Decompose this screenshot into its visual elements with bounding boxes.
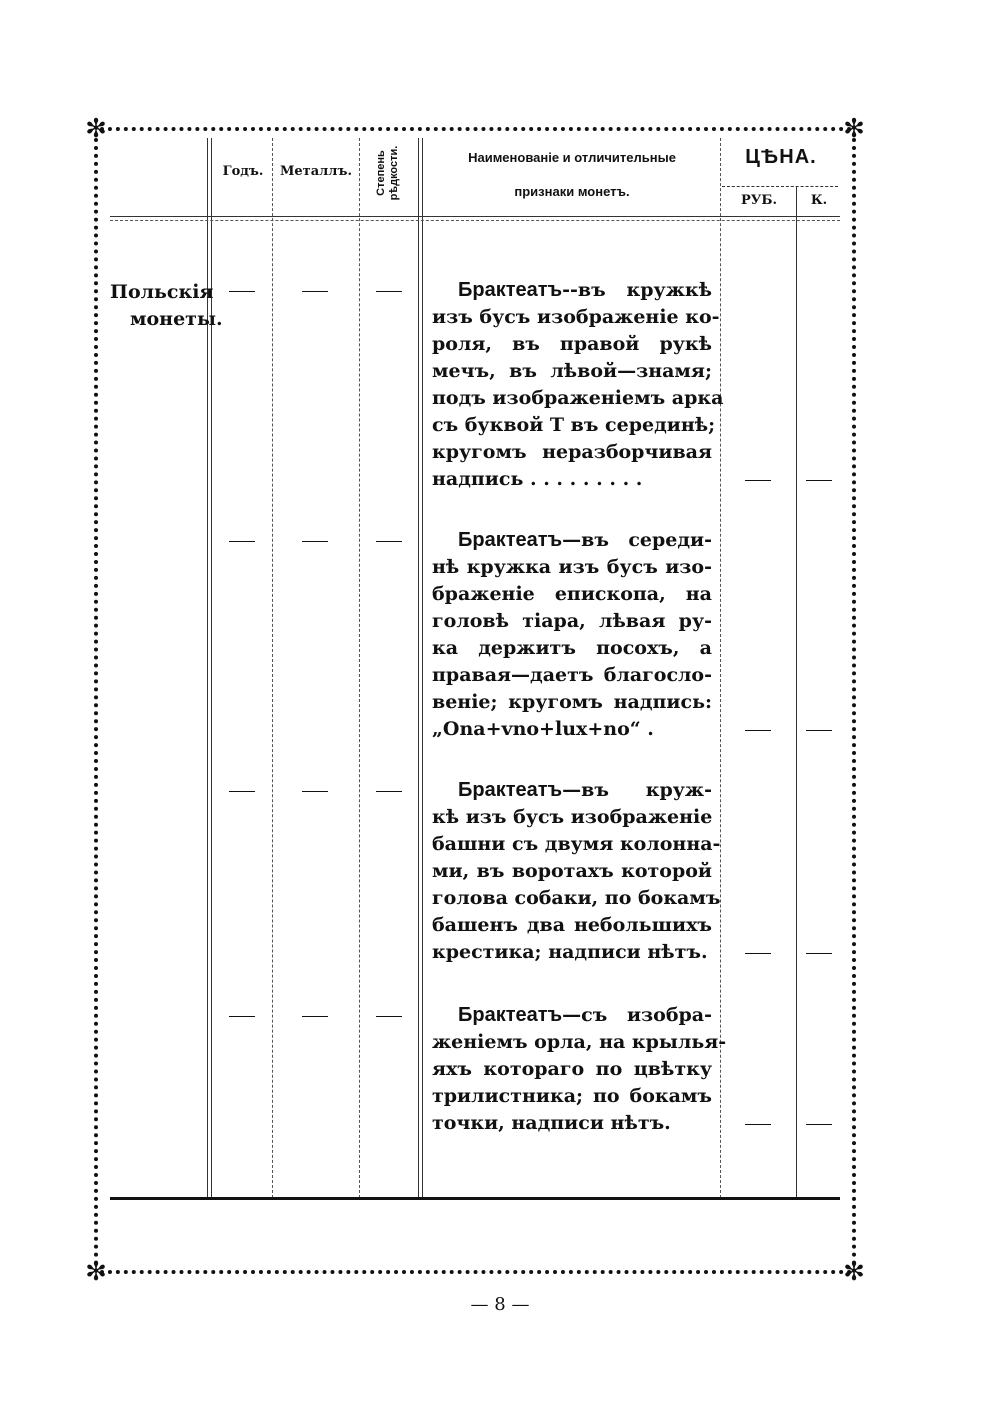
- entry-line: веніе; кругомъ надпись:: [432, 691, 712, 713]
- entry-line: „Ona+vno+lux+no“ .: [432, 718, 654, 740]
- coin-entry: [432, 1002, 727, 1137]
- ornament-star-icon: ✻: [85, 1257, 107, 1287]
- kop-empty-dash: [806, 1124, 832, 1125]
- year-empty-dash: [229, 791, 255, 792]
- section-label: [110, 279, 223, 333]
- header-year: Годъ.: [222, 164, 264, 179]
- table-bottom-rule: [110, 1197, 840, 1200]
- header-rarity-line2: рѣдкости.: [388, 145, 400, 201]
- coin-entry: [432, 277, 724, 493]
- frame-right-border: [852, 138, 856, 1266]
- entry-line: башенъ два небольшихъ: [432, 914, 712, 936]
- metal-empty-dash: [302, 291, 328, 292]
- entry-line: правая—даетъ благосло-: [432, 664, 712, 686]
- frame-left-border: [94, 138, 98, 1266]
- entry-line: трилистника; по бокамъ: [432, 1085, 712, 1107]
- coin-entry: [432, 527, 712, 743]
- rub-empty-dash: [745, 1124, 771, 1125]
- header-rarity-line1: Степень: [375, 150, 387, 196]
- entry-line: крестика; надписи нѣтъ.: [432, 941, 708, 963]
- header-rarity: [375, 125, 401, 221]
- entry-line: ка держитъ посохъ, а: [432, 637, 712, 659]
- entry-line: изъ бусъ изображеніе ко-: [432, 306, 720, 328]
- entry-line: точки, надписи нѣтъ.: [432, 1112, 671, 1134]
- coin-entry: [432, 777, 721, 966]
- header-name-line1: Наименованіе и отличительные: [468, 150, 676, 165]
- entry-line: женіемъ орла, на крылья-: [432, 1031, 727, 1053]
- entry-lead: Брактеатъ: [458, 779, 563, 801]
- rarity-empty-dash: [376, 1016, 402, 1017]
- metal-empty-dash: [302, 791, 328, 792]
- entry-line: кѣ изъ бусъ изображеніе: [432, 806, 713, 828]
- kop-empty-dash: [806, 953, 832, 954]
- header-price: ЦѢНА.: [745, 146, 817, 168]
- entry-line: голова собаки, по бокамъ: [432, 887, 721, 909]
- header-name-line2: признаки монетъ.: [514, 184, 630, 199]
- rarity-empty-dash: [376, 541, 402, 542]
- entry-line: яхъ котораго по цвѣтку: [432, 1058, 712, 1080]
- frame-bottom-border: [100, 1270, 852, 1274]
- entry-first-line: [432, 527, 712, 554]
- entry-line: съ буквой Т въ серединѣ;: [432, 414, 716, 436]
- entry-first-line: [432, 277, 712, 304]
- kop-empty-dash: [806, 480, 832, 481]
- ornament-star-icon: ✻: [85, 114, 107, 144]
- entry-line: надпись . . . . . . . . .: [432, 468, 643, 490]
- entry-line: —въ круж-: [562, 779, 712, 801]
- year-empty-dash: [229, 291, 255, 292]
- metal-empty-dash: [302, 541, 328, 542]
- page-number: — 8 —: [470, 1294, 530, 1315]
- section-label-line1: Польскія: [110, 281, 214, 303]
- entry-line: ми, въ воротахъ которой: [432, 860, 712, 882]
- section-label-line2: монеты.: [130, 308, 223, 330]
- entry-line: —съ изобра-: [562, 1004, 712, 1026]
- ornament-star-icon: ✻: [843, 1257, 865, 1287]
- entry-line: —въ середи-: [562, 529, 712, 551]
- rub-empty-dash: [745, 480, 771, 481]
- header-rub: РУБ.: [741, 193, 777, 208]
- entry-line: --въ кружкѣ: [562, 279, 712, 301]
- kop-empty-dash: [806, 730, 832, 731]
- metal-empty-dash: [302, 1016, 328, 1017]
- entry-line: башни съ двумя колонна-: [432, 833, 721, 855]
- entry-line: нѣ кружка изъ бусъ изо-: [432, 556, 712, 578]
- year-empty-dash: [229, 541, 255, 542]
- entry-first-line: [432, 1002, 712, 1029]
- frame-top-border: [100, 127, 852, 131]
- ornament-star-icon: ✻: [843, 114, 865, 144]
- rarity-empty-dash: [376, 291, 402, 292]
- entry-line: подъ изображеніемъ арка: [432, 387, 724, 409]
- header-divider: [110, 216, 840, 217]
- year-empty-dash: [229, 1016, 255, 1017]
- entry-line: головѣ тіара, лѣвая ру-: [432, 610, 712, 632]
- entry-lead: Брактеатъ: [458, 1004, 563, 1026]
- rub-empty-dash: [745, 730, 771, 731]
- entry-first-line: [432, 777, 712, 804]
- entry-lead: Брактеатъ: [458, 279, 563, 301]
- header-metal: Металлъ.: [280, 164, 352, 179]
- rub-empty-dash: [745, 953, 771, 954]
- entry-line: мечъ, въ лѣвой—знамя;: [432, 360, 712, 382]
- entry-line: кругомъ неразборчивая: [432, 441, 712, 463]
- entry-line: роля, въ правой рукѣ: [432, 333, 712, 355]
- rarity-empty-dash: [376, 791, 402, 792]
- header-kop: К.: [810, 193, 828, 208]
- entry-lead: Брактеатъ: [458, 529, 563, 551]
- entry-line: браженіе епископа, на: [432, 583, 712, 605]
